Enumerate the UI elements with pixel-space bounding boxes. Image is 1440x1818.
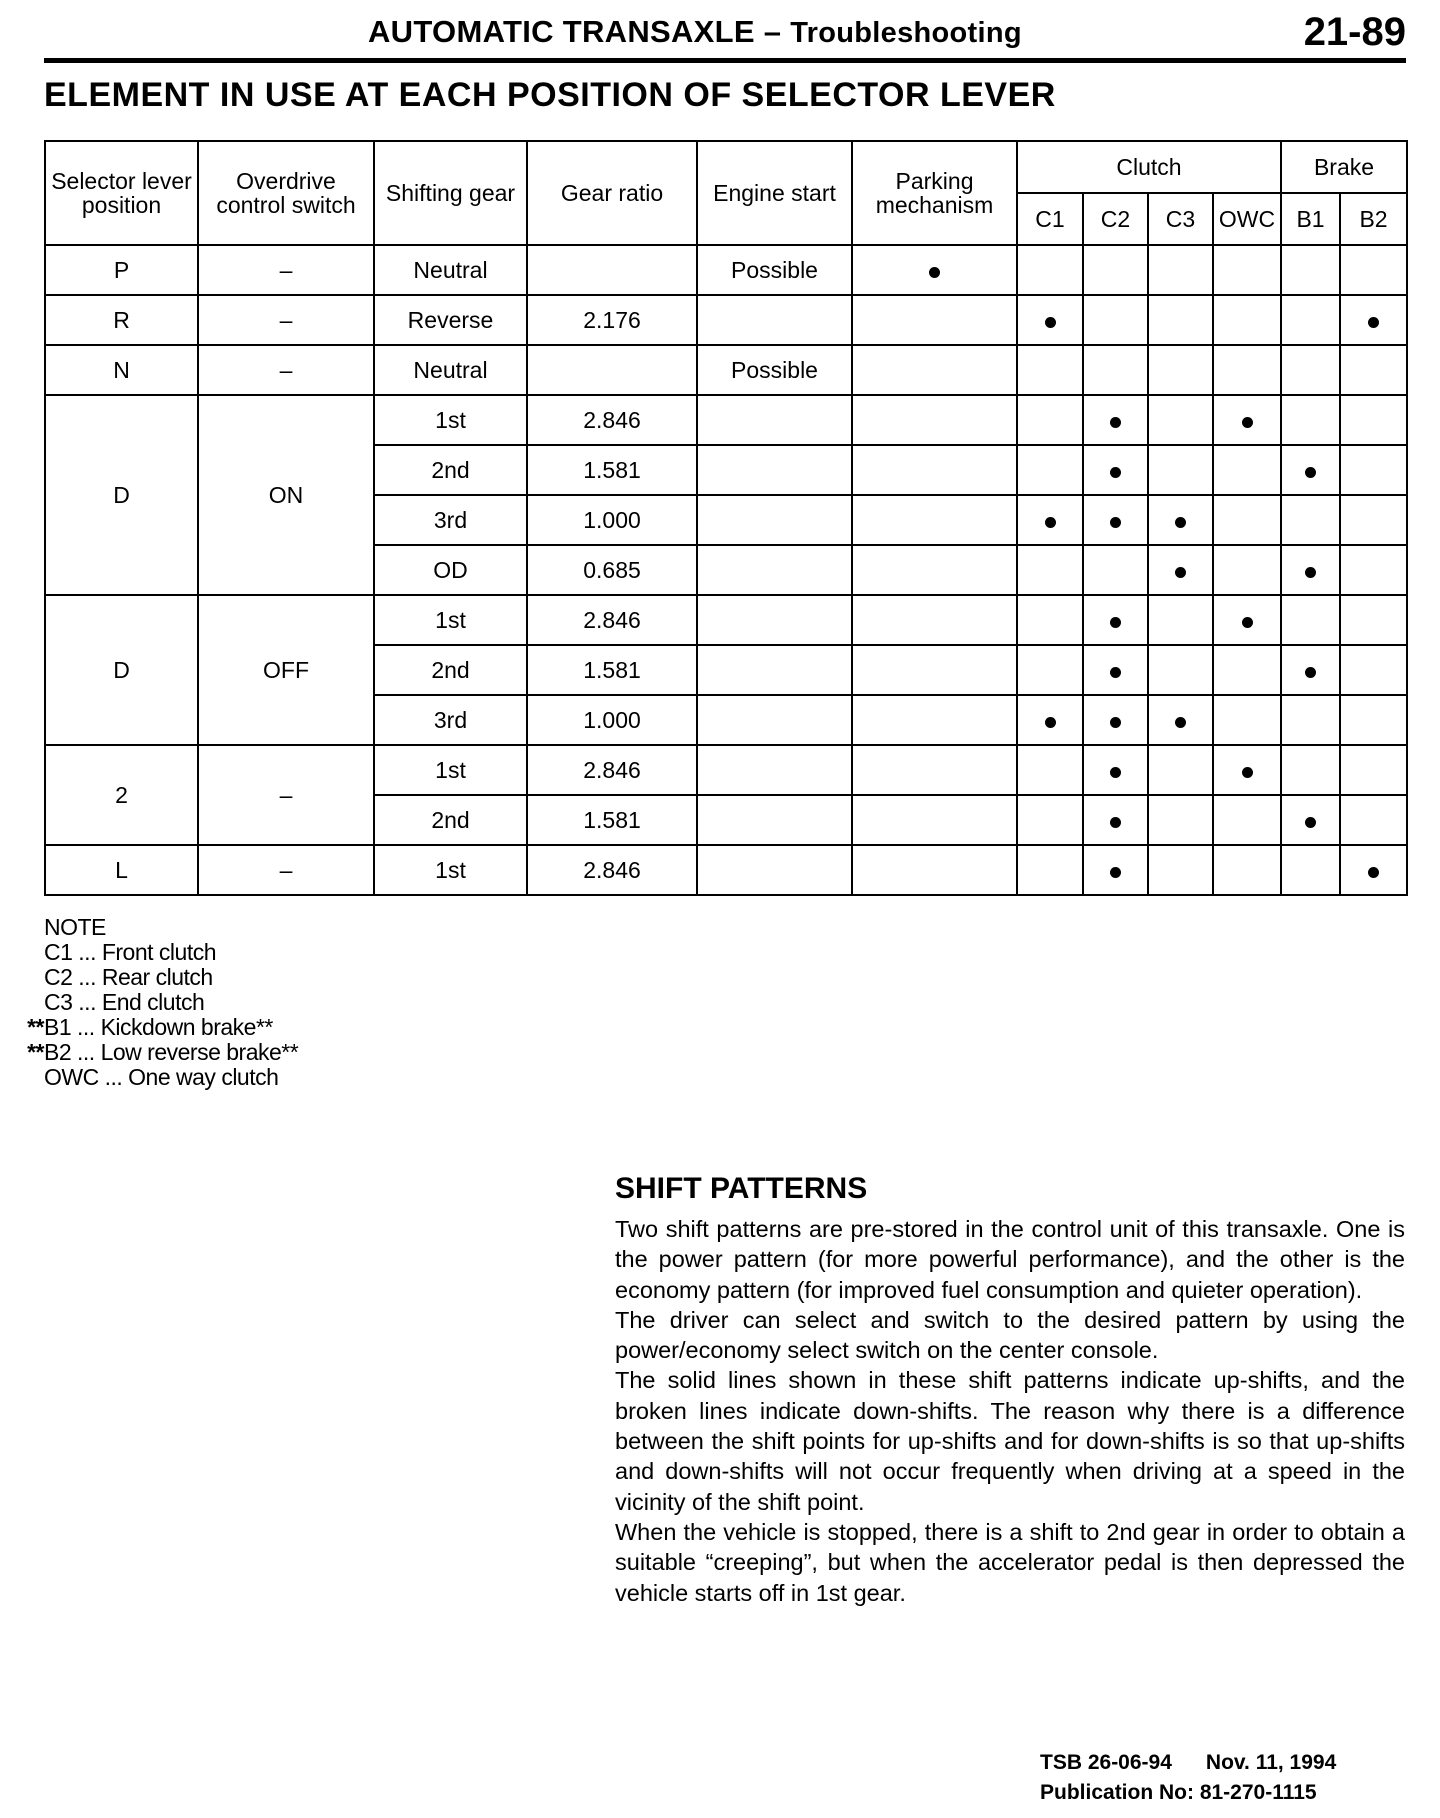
cell-parking (852, 545, 1017, 595)
cell-shifting-gear: 1st (374, 595, 527, 645)
header-c2: C2 (1083, 193, 1148, 245)
cell-c1 (1017, 745, 1083, 795)
cell-parking (852, 395, 1017, 445)
cell-engine-start: Possible (697, 245, 852, 295)
cell-owc (1213, 595, 1281, 645)
cell-owc (1213, 645, 1281, 695)
cell-engine-start (697, 545, 852, 595)
engaged-dot-icon (1110, 767, 1121, 778)
cell-selector-position: P (45, 245, 198, 295)
cell-c3 (1148, 695, 1213, 745)
cell-engine-start (697, 645, 852, 695)
cell-c1 (1017, 395, 1083, 445)
cell-b1 (1281, 845, 1340, 895)
cell-c1 (1017, 245, 1083, 295)
cell-gear-ratio: 1.000 (527, 695, 697, 745)
cell-gear-ratio (527, 345, 697, 395)
cell-overdrive: – (198, 745, 374, 845)
cell-engine-start: Possible (697, 345, 852, 395)
cell-b1 (1281, 395, 1340, 445)
cell-b2 (1340, 745, 1407, 795)
cell-gear-ratio (527, 245, 697, 295)
engaged-dot-icon (1305, 567, 1316, 578)
cell-shifting-gear: 1st (374, 845, 527, 895)
cell-b1 (1281, 345, 1340, 395)
shift-patterns-paragraph: The driver can select and switch to the desired pattern by using the power/economy select switch on the center console. (615, 1306, 1405, 1364)
cell-shifting-gear: OD (374, 545, 527, 595)
shift-patterns-section (615, 1172, 1405, 1608)
cell-selector-position: L (45, 845, 198, 895)
note-item (0, 1040, 298, 1065)
cell-b1 (1281, 745, 1340, 795)
engaged-dot-icon (1242, 767, 1253, 778)
cell-c3 (1148, 395, 1213, 445)
footer-date: Nov. 11, 1994 (1205, 1751, 1337, 1774)
cell-owc (1213, 495, 1281, 545)
cell-b2 (1340, 395, 1407, 445)
cell-gear-ratio: 2.846 (527, 395, 697, 445)
header-gear-ratio: Gear ratio (527, 141, 697, 245)
cell-selector-position: D (45, 595, 198, 745)
cell-b2 (1340, 295, 1407, 345)
header-overdrive: Overdrive control switch (198, 141, 374, 245)
cell-c3 (1148, 345, 1213, 395)
cell-b1 (1281, 695, 1340, 745)
cell-c2 (1083, 345, 1148, 395)
cell-b1 (1281, 645, 1340, 695)
shift-patterns-paragraph: The solid lines shown in these shift patterns indicate up-shifts, and the broken lines indicate down-shifts. The reason why there is a difference between the shift points for up-shifts and for down-shifts is so that up-shifts and down-shifts will not occur frequently when driving at a speed in the vicinity of the shift point. (615, 1367, 1405, 1515)
cell-b2 (1340, 595, 1407, 645)
cell-engine-start (697, 595, 852, 645)
cell-c1 (1017, 445, 1083, 495)
cell-c3 (1148, 795, 1213, 845)
engaged-dot-icon (1368, 867, 1379, 878)
cell-owc (1213, 745, 1281, 795)
cell-c1 (1017, 545, 1083, 595)
cell-shifting-gear: 1st (374, 395, 527, 445)
header-shifting-gear: Shifting gear (374, 141, 527, 245)
cell-b2 (1340, 645, 1407, 695)
cell-b2 (1340, 245, 1407, 295)
cell-parking (852, 745, 1017, 795)
cell-c1 (1017, 495, 1083, 545)
cell-parking (852, 645, 1017, 695)
header-c1: C1 (1017, 193, 1083, 245)
cell-owc (1213, 545, 1281, 595)
cell-c3 (1148, 845, 1213, 895)
cell-c1 (1017, 795, 1083, 845)
cell-c1 (1017, 645, 1083, 695)
cell-engine-start (697, 695, 852, 745)
cell-gear-ratio: 0.685 (527, 545, 697, 595)
cell-c3 (1148, 645, 1213, 695)
cell-c3 (1148, 445, 1213, 495)
cell-gear-ratio: 1.581 (527, 445, 697, 495)
note-item (0, 965, 298, 990)
cell-selector-position: 2 (45, 745, 198, 845)
note-item (0, 1065, 298, 1090)
engaged-dot-icon (929, 267, 940, 278)
cell-c2 (1083, 595, 1148, 645)
cell-shifting-gear: Reverse (374, 295, 527, 345)
shift-patterns-title: SHIFT PATTERNS (615, 1172, 868, 1205)
cell-c2 (1083, 745, 1148, 795)
cell-parking (852, 495, 1017, 545)
cell-gear-ratio: 2.846 (527, 595, 697, 645)
header-clutch: Clutch (1017, 141, 1281, 193)
table-row (45, 395, 1407, 445)
engaged-dot-icon (1368, 317, 1379, 328)
cell-b1 (1281, 595, 1340, 645)
note-text: C2 ... Rear clutch (44, 964, 213, 990)
engaged-dot-icon (1110, 417, 1121, 428)
cell-c2 (1083, 845, 1148, 895)
cell-overdrive: OFF (198, 595, 374, 745)
cell-c2 (1083, 495, 1148, 545)
engaged-dot-icon (1175, 517, 1186, 528)
cell-parking (852, 795, 1017, 845)
cell-overdrive: – (198, 295, 374, 345)
note-items (0, 940, 298, 1090)
cell-c3 (1148, 295, 1213, 345)
note-text: B2 ... Low reverse brake** (44, 1039, 299, 1065)
page-subtitle: Troubleshooting (790, 17, 1022, 49)
engaged-dot-icon (1110, 517, 1121, 528)
cell-engine-start (697, 445, 852, 495)
cell-b1 (1281, 545, 1340, 595)
cell-overdrive: ON (198, 395, 374, 595)
section-title: ELEMENT IN USE AT EACH POSITION OF SELECTOR LEVER (44, 76, 1056, 114)
page-title: AUTOMATIC TRANSAXLE – Troubleshooting (368, 14, 1022, 49)
engaged-dot-icon (1110, 817, 1121, 828)
cell-overdrive: – (198, 245, 374, 295)
cell-b1 (1281, 445, 1340, 495)
engaged-dot-icon (1305, 467, 1316, 478)
note-text: C1 ... Front clutch (44, 939, 217, 965)
engaged-dot-icon (1110, 867, 1121, 878)
note-mark: ** (27, 1014, 44, 1040)
cell-c2 (1083, 295, 1148, 345)
engaged-dot-icon (1045, 517, 1056, 528)
cell-shifting-gear: Neutral (374, 245, 527, 295)
cell-parking (852, 595, 1017, 645)
engaged-dot-icon (1305, 667, 1316, 678)
cell-owc (1213, 345, 1281, 395)
engaged-dot-icon (1242, 417, 1253, 428)
cell-b2 (1340, 545, 1407, 595)
shift-patterns-paragraph: Two shift patterns are pre-stored in the control unit of this transaxle. One is the power pattern (for more powerful performance), and the other is the economy pattern (for improved fuel consumption and quieter operation). (615, 1216, 1405, 1303)
cell-c2 (1083, 795, 1148, 845)
header-selector: Selector lever position (45, 141, 198, 245)
cell-b2 (1340, 495, 1407, 545)
cell-c2 (1083, 395, 1148, 445)
cell-b2 (1340, 445, 1407, 495)
table-row (45, 845, 1407, 895)
cell-engine-start (697, 745, 852, 795)
note-text: C3 ... End clutch (44, 989, 205, 1015)
cell-shifting-gear: 2nd (374, 645, 527, 695)
note-mark: ** (27, 1039, 44, 1065)
cell-owc (1213, 845, 1281, 895)
cell-shifting-gear: 1st (374, 745, 527, 795)
cell-parking (852, 445, 1017, 495)
cell-selector-position: D (45, 395, 198, 595)
cell-b1 (1281, 795, 1340, 845)
cell-engine-start (697, 845, 852, 895)
cell-c3 (1148, 245, 1213, 295)
cell-selector-position: N (45, 345, 198, 395)
cell-shifting-gear: 2nd (374, 445, 527, 495)
note-item (0, 940, 298, 965)
cell-c1 (1017, 595, 1083, 645)
engaged-dot-icon (1110, 617, 1121, 628)
engaged-dot-icon (1110, 467, 1121, 478)
cell-overdrive: – (198, 345, 374, 395)
page-footer (1040, 1748, 1336, 1808)
cell-c2 (1083, 645, 1148, 695)
cell-b1 (1281, 245, 1340, 295)
cell-gear-ratio: 2.846 (527, 745, 697, 795)
header-owc: OWC (1213, 193, 1281, 245)
cell-parking (852, 845, 1017, 895)
element-table (44, 140, 1408, 896)
header-parking: Parking mechanism (852, 141, 1017, 245)
cell-c2 (1083, 695, 1148, 745)
cell-gear-ratio: 1.000 (527, 495, 697, 545)
table-row (45, 345, 1407, 395)
note-item (0, 990, 298, 1015)
engaged-dot-icon (1045, 317, 1056, 328)
table-row (45, 245, 1407, 295)
cell-c1 (1017, 345, 1083, 395)
cell-c3 (1148, 595, 1213, 645)
cell-gear-ratio: 1.581 (527, 645, 697, 695)
table-row (45, 295, 1407, 345)
engaged-dot-icon (1110, 717, 1121, 728)
cell-parking (852, 345, 1017, 395)
cell-shifting-gear: 3rd (374, 695, 527, 745)
cell-c1 (1017, 295, 1083, 345)
engaged-dot-icon (1110, 667, 1121, 678)
cell-shifting-gear: 3rd (374, 495, 527, 545)
note-block (0, 915, 298, 1090)
cell-owc (1213, 395, 1281, 445)
engaged-dot-icon (1242, 617, 1253, 628)
cell-owc (1213, 795, 1281, 845)
engaged-dot-icon (1045, 717, 1056, 728)
table-body (45, 245, 1407, 895)
table-row (45, 745, 1407, 795)
cell-b2 (1340, 345, 1407, 395)
cell-c2 (1083, 445, 1148, 495)
cell-engine-start (697, 495, 852, 545)
cell-parking (852, 295, 1017, 345)
header-brake: Brake (1281, 141, 1407, 193)
cell-c2 (1083, 245, 1148, 295)
shift-patterns-body (615, 1214, 1405, 1608)
cell-gear-ratio: 2.176 (527, 295, 697, 345)
engaged-dot-icon (1305, 817, 1316, 828)
page-header (44, 10, 1406, 63)
header-b1: B1 (1281, 193, 1340, 245)
note-title: NOTE (44, 914, 106, 940)
cell-b2 (1340, 845, 1407, 895)
cell-b2 (1340, 795, 1407, 845)
page-number: 21-89 (1303, 10, 1406, 54)
header-b2: B2 (1340, 193, 1407, 245)
cell-owc (1213, 245, 1281, 295)
cell-engine-start (697, 295, 852, 345)
cell-selector-position: R (45, 295, 198, 345)
cell-parking (852, 245, 1017, 295)
cell-parking (852, 695, 1017, 745)
cell-engine-start (697, 795, 852, 845)
cell-gear-ratio: 1.581 (527, 795, 697, 845)
cell-c3 (1148, 545, 1213, 595)
engaged-dot-icon (1175, 717, 1186, 728)
shift-patterns-paragraph: When the vehicle is stopped, there is a shift to 2nd gear in order to obtain a suitable “creeping”, but when the accelerator pedal is then depressed the vehicle starts off in 1st gear. (615, 1518, 1405, 1606)
cell-engine-start (697, 395, 852, 445)
engaged-dot-icon (1175, 567, 1186, 578)
note-item (0, 1015, 298, 1040)
header-engine-start: Engine start (697, 141, 852, 245)
cell-overdrive: – (198, 845, 374, 895)
cell-shifting-gear: Neutral (374, 345, 527, 395)
footer-tsb: TSB 26-06-94 (1040, 1751, 1172, 1774)
cell-b1 (1281, 295, 1340, 345)
cell-shifting-gear: 2nd (374, 795, 527, 845)
cell-gear-ratio: 2.846 (527, 845, 697, 895)
cell-b1 (1281, 495, 1340, 545)
note-text: OWC ... One way clutch (44, 1064, 279, 1090)
table-row (45, 595, 1407, 645)
footer-publication: Publication No: 81-270-1115 (1040, 1781, 1317, 1804)
cell-c3 (1148, 745, 1213, 795)
note-text: B1 ... Kickdown brake** (44, 1014, 273, 1040)
cell-owc (1213, 695, 1281, 745)
cell-c2 (1083, 545, 1148, 595)
cell-b2 (1340, 695, 1407, 745)
cell-owc (1213, 295, 1281, 345)
cell-c3 (1148, 495, 1213, 545)
cell-owc (1213, 445, 1281, 495)
cell-c1 (1017, 845, 1083, 895)
cell-c1 (1017, 695, 1083, 745)
header-c3: C3 (1148, 193, 1213, 245)
